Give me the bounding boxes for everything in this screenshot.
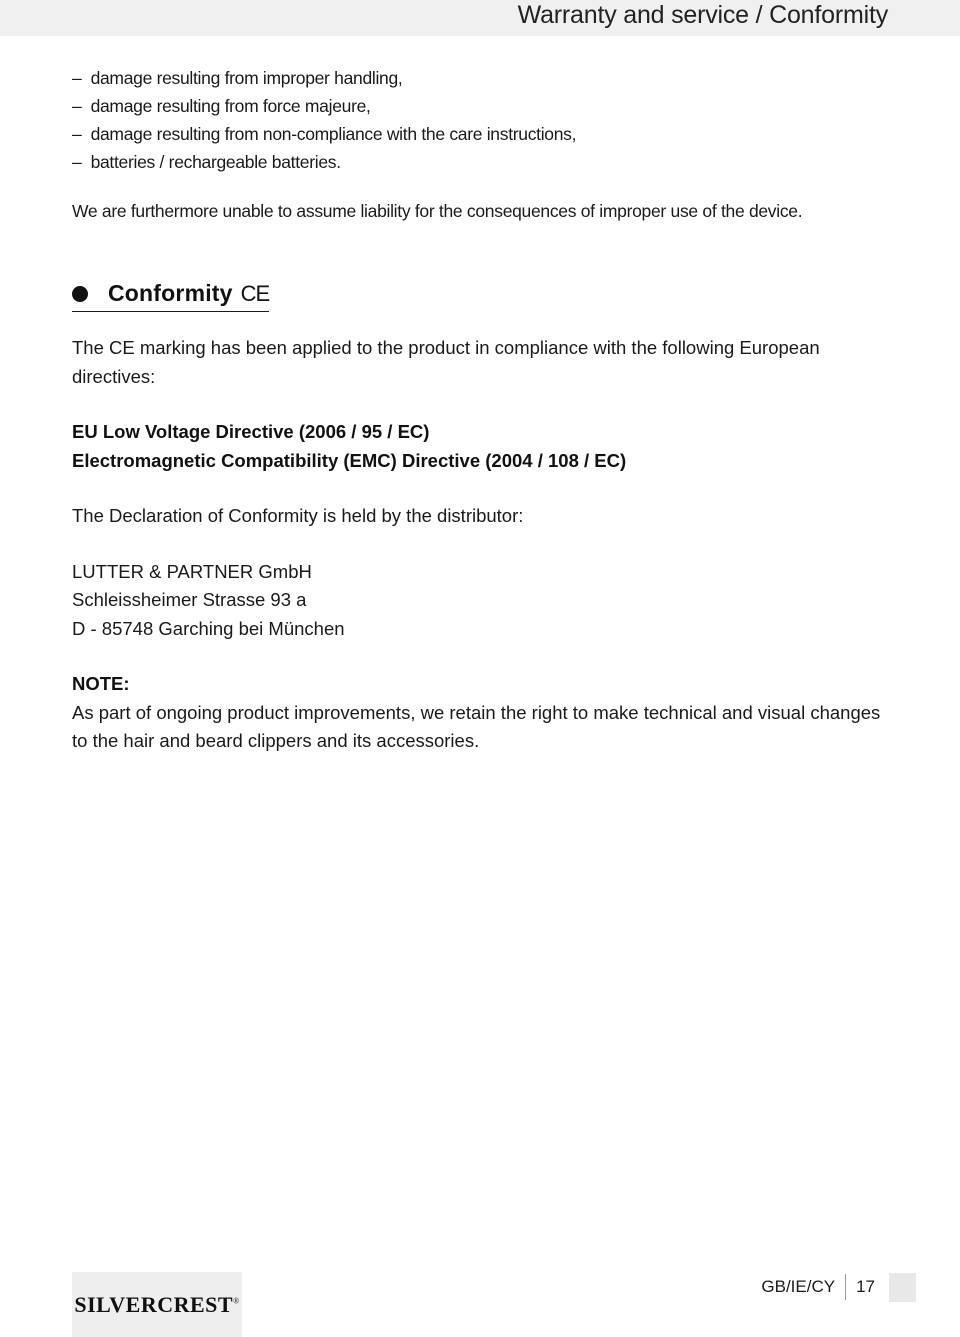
directive-item: EU Low Voltage Directive (2006 / 95 / EC) (72, 421, 430, 442)
ce-intro-paragraph: The CE marking has been applied to the product in compliance with the following European directives: (72, 337, 820, 387)
section-title: Conformity (108, 280, 233, 306)
ce-mark-icon: CE (240, 280, 270, 306)
page-header-title: Warranty and service / Conformity (517, 1, 888, 29)
exclusion-item: – damage resulting from force majeure, (72, 92, 892, 120)
page-number: 17 (856, 1277, 875, 1296)
bullet-icon (72, 286, 88, 302)
address-line: LUTTER & PARTNER GmbH (72, 560, 312, 582)
exclusion-item: – batteries / rechargeable batteries. (72, 148, 892, 176)
address-line: Schleissheimer Strasse 93 a (72, 589, 307, 610)
declaration-paragraph: The Declaration of Conformity is held by the distributor: (72, 505, 524, 526)
exclusion-item: – damage resulting from non-compliance with the care instructions, (72, 120, 892, 148)
liability-paragraph: We are furthermore unable to assume liability for the consequences of improper use of the device. (72, 201, 803, 221)
note-label: NOTE: (72, 673, 130, 694)
distributor-address (72, 558, 892, 644)
note-text: As part of ongoing product improvements, we retain the right to make technical and visual changes to the hair and beard clippers and its accessories. (72, 701, 881, 751)
conformity-heading (72, 280, 269, 312)
exclusion-list (72, 64, 892, 176)
exclusion-item: – damage resulting from improper handling, (72, 64, 892, 92)
address-line: D - 85748 Garching bei München (72, 617, 345, 639)
header-band (0, 0, 960, 36)
page-content (72, 64, 892, 756)
page-tab-marker (889, 1273, 916, 1302)
logo-text: SILVERCREST® (74, 1291, 240, 1317)
page-footer (761, 1272, 916, 1302)
region-code: GB/IE/CY (761, 1277, 836, 1296)
brand-logo (72, 1272, 242, 1337)
directive-list (72, 418, 892, 475)
directive-item: Electromagnetic Compatibility (EMC) Directive (2004 / 108 / EC) (72, 449, 627, 471)
